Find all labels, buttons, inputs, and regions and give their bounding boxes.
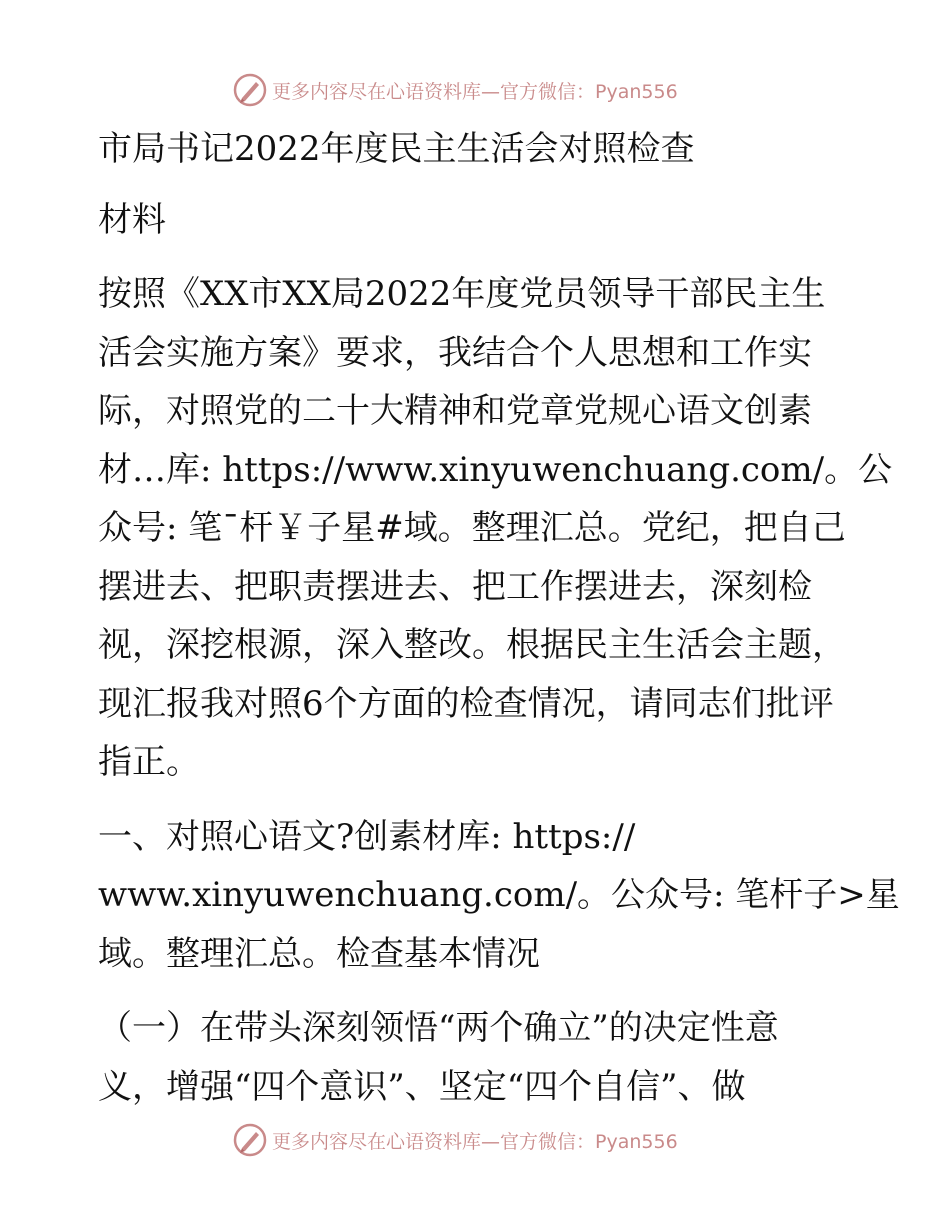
document-title-line-1: 市局书记2022年度民主生活会对照检查 [98, 129, 695, 169]
watermark-text: 更多内容尽在心语资料库—官方微信：Pyan556 [272, 80, 678, 103]
section-heading-1 [98, 808, 900, 984]
subsection-line: 义，增强“四个意识”、坚定“四个自信”、做 [98, 1066, 746, 1107]
paragraph-line: 活会实施方案》要求，我结合个人思想和工作实 [98, 332, 812, 373]
document-body [98, 120, 900, 1116]
watermark-footer [232, 1120, 678, 1160]
paragraph-line: 视，深挖根源，深入整改。根据民主生活会主题， [98, 625, 846, 665]
paragraph-line: 材…库: https://www.xinyuwenchuang.com/。公 [98, 449, 893, 490]
pen-logo-icon [232, 72, 268, 108]
subsection-1 [98, 999, 858, 1116]
paragraph-line: 按照《XX市XX局2022年度党员领导干部民主生 [98, 274, 826, 314]
paragraph-line: 众号: 笔¯杆￥子星#域。整理汇总。党纪，把自己 [98, 508, 846, 548]
watermark-text: 更多内容尽在心语资料库—官方微信：Pyan556 [272, 1130, 678, 1153]
document-title-line-2: 材料 [98, 199, 166, 240]
section-line: 一、对照心语文?创素材库: https:// [98, 816, 636, 857]
paragraph-line: 际，对照党的二十大精神和党章党规心语文创素 [98, 391, 812, 431]
section-line: www.xinyuwenchuang.com/。公众号: 笔杆子>星 [98, 875, 900, 915]
pen-logo-icon [232, 1122, 268, 1158]
subsection-line: （一）在带头深刻领悟“两个确立”的决定性意 [98, 1008, 779, 1048]
section-line: 域。整理汇总。检查基本情况 [98, 933, 540, 974]
watermark-header [232, 70, 678, 110]
paragraph-1 [98, 265, 893, 792]
paragraph-line: 指正。 [98, 742, 200, 782]
paragraph-line: 摆进去、把职责摆进去、把工作摆进去，深刻检 [98, 566, 812, 607]
paragraph-line: 现汇报我对照6个方面的检查情况，请同志们批评 [98, 683, 834, 724]
